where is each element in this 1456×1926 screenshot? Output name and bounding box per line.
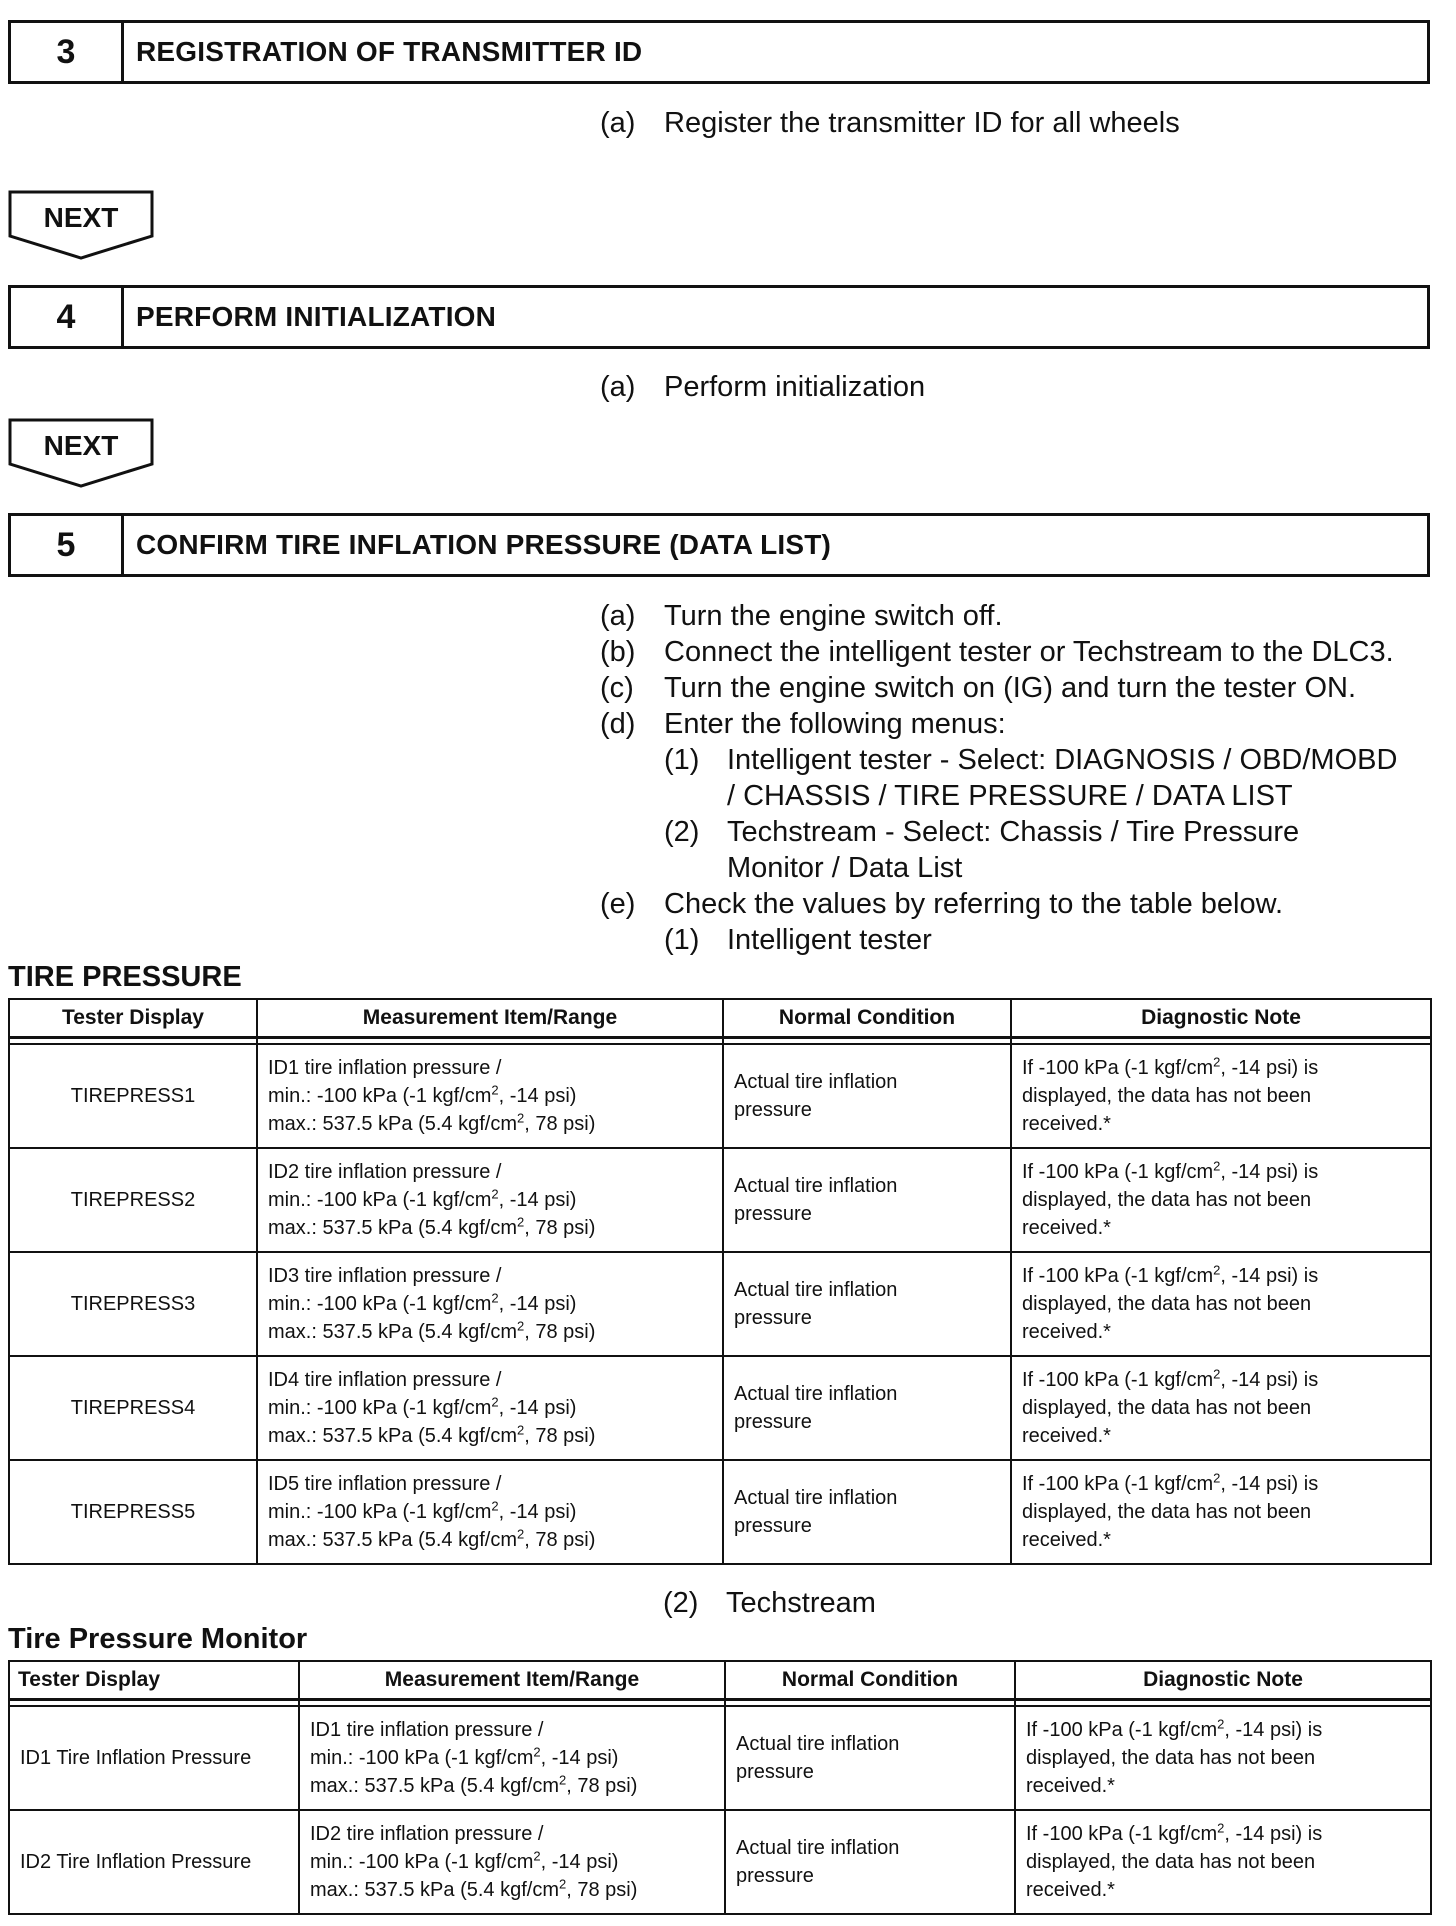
text: , -14 psi) is displayed, the data has not been received.* bbox=[1022, 1369, 1319, 1447]
step-number: 4 bbox=[11, 288, 124, 346]
step-number: 5 bbox=[11, 516, 124, 574]
techstream-subheading bbox=[663, 1585, 876, 1621]
table-row bbox=[9, 1810, 1431, 1914]
text: max.: 537.5 kPa (5.4 kgf/cm bbox=[268, 1529, 517, 1551]
instruction-text: Connect the intelligent tester or Techstream to the DLC3. bbox=[664, 636, 1394, 668]
text: min.: -100 kPa (-1 kgf/cm bbox=[268, 1189, 492, 1211]
text: max.: 537.5 kPa (5.4 kgf/cm bbox=[268, 1217, 517, 1239]
table-title: TIRE PRESSURE bbox=[8, 961, 242, 993]
diagnostic-note-cell bbox=[1011, 1148, 1431, 1252]
text: If -100 kPa (-1 kgf/cm bbox=[1022, 1369, 1214, 1391]
measurement-cell bbox=[299, 1706, 725, 1810]
text: , -14 psi) is displayed, the data has not been received.* bbox=[1022, 1473, 1319, 1551]
diagnostic-note bbox=[1026, 1820, 1366, 1904]
instruction-text: Turn the engine switch off. bbox=[664, 600, 1003, 632]
measurement-item: ID5 tire inflation pressure / bbox=[268, 1473, 502, 1495]
step-5-instructions bbox=[600, 598, 1397, 958]
tester-display: TIREPRESS2 bbox=[70, 1189, 196, 1211]
instruction-label: (a) bbox=[600, 600, 636, 632]
tester-display: TIREPRESS1 bbox=[70, 1085, 196, 1107]
tester-display-cell bbox=[9, 1044, 257, 1148]
table-header-row bbox=[9, 999, 1431, 1038]
superscript: 2 bbox=[559, 1876, 567, 1892]
table-title: Tire Pressure Monitor bbox=[8, 1623, 308, 1655]
column-header: Normal Condition bbox=[725, 1661, 1015, 1700]
measurement-max bbox=[268, 1110, 712, 1138]
step-4-instruction-a bbox=[600, 369, 925, 405]
text: If -100 kPa (-1 kgf/cm bbox=[1022, 1265, 1214, 1287]
tester-display: ID2 Tire Inflation Pressure bbox=[20, 1851, 252, 1873]
tire-pressure-monitor-table bbox=[8, 1660, 1432, 1915]
instruction-label: (c) bbox=[600, 672, 634, 704]
table-header-row bbox=[9, 1661, 1431, 1700]
text: max.: 537.5 kPa (5.4 kgf/cm bbox=[268, 1321, 517, 1343]
table-row bbox=[9, 1148, 1431, 1252]
step-title: PERFORM INITIALIZATION bbox=[136, 301, 497, 332]
superscript: 2 bbox=[1213, 1158, 1221, 1174]
measurement-max bbox=[310, 1772, 714, 1800]
text: , 78 psi) bbox=[566, 1879, 638, 1901]
instruction-label: (e) bbox=[600, 888, 636, 920]
column-header: Diagnostic Note bbox=[1015, 1661, 1431, 1700]
tester-display-cell bbox=[9, 1706, 299, 1810]
normal-condition: Actual tire inflation pressure bbox=[736, 1733, 900, 1783]
diagnostic-note-cell bbox=[1015, 1810, 1431, 1914]
measurement-max bbox=[268, 1214, 712, 1242]
sub-instruction-label: (2) bbox=[663, 1587, 699, 1619]
sub-instruction-text: Intelligent tester - Select: DIAGNOSIS / OBD/MOBD bbox=[727, 744, 1398, 776]
instruction-text: Check the values by referring to the table below. bbox=[664, 888, 1284, 920]
normal-condition: Actual tire inflation pressure bbox=[734, 1071, 898, 1121]
superscript: 2 bbox=[517, 1318, 525, 1334]
instruction-text: Enter the following menus: bbox=[664, 708, 1006, 740]
next-label: NEXT bbox=[43, 430, 119, 461]
normal-condition-cell bbox=[723, 1148, 1011, 1252]
instruction-label: (b) bbox=[600, 636, 636, 668]
tester-display-cell bbox=[9, 1148, 257, 1252]
measurement-max bbox=[310, 1876, 714, 1904]
sub-instruction-text: Intelligent tester bbox=[727, 924, 932, 956]
step-title: REGISTRATION OF TRANSMITTER ID bbox=[136, 36, 643, 67]
normal-condition-cell bbox=[723, 1044, 1011, 1148]
measurement-item: ID2 tire inflation pressure / bbox=[268, 1161, 502, 1183]
normal-condition-cell bbox=[725, 1706, 1015, 1810]
instruction-text: Register the transmitter ID for all wheels bbox=[664, 107, 1180, 139]
text: , -14 psi) bbox=[498, 1397, 577, 1419]
instruction-label: (d) bbox=[600, 708, 636, 740]
tester-display-cell bbox=[9, 1252, 257, 1356]
tester-display-cell bbox=[9, 1460, 257, 1564]
tester-display: TIREPRESS3 bbox=[70, 1293, 196, 1315]
normal-condition-cell bbox=[723, 1460, 1011, 1564]
text: , 78 psi) bbox=[524, 1529, 596, 1551]
measurement-cell bbox=[257, 1460, 723, 1564]
text: If -100 kPa (-1 kgf/cm bbox=[1022, 1473, 1214, 1495]
superscript: 2 bbox=[517, 1214, 525, 1230]
table-row bbox=[9, 1356, 1431, 1460]
measurement-cell bbox=[257, 1252, 723, 1356]
superscript: 2 bbox=[533, 1848, 541, 1864]
text: min.: -100 kPa (-1 kgf/cm bbox=[268, 1397, 492, 1419]
superscript: 2 bbox=[1213, 1054, 1221, 1070]
normal-condition: Actual tire inflation pressure bbox=[734, 1383, 898, 1433]
sub-instruction-label: (2) bbox=[664, 816, 700, 848]
normal-condition: Actual tire inflation pressure bbox=[734, 1487, 898, 1537]
measurement-cell bbox=[257, 1356, 723, 1460]
superscript: 2 bbox=[1213, 1262, 1221, 1278]
superscript: 2 bbox=[491, 1498, 499, 1514]
text: min.: -100 kPa (-1 kgf/cm bbox=[268, 1085, 492, 1107]
instruction-text: Perform initialization bbox=[664, 371, 926, 403]
superscript: 2 bbox=[1213, 1366, 1221, 1382]
step-number: 3 bbox=[11, 23, 124, 81]
superscript: 2 bbox=[491, 1186, 499, 1202]
normal-condition: Actual tire inflation pressure bbox=[736, 1837, 900, 1887]
step-5-header bbox=[8, 513, 1430, 577]
text: , 78 psi) bbox=[524, 1321, 596, 1343]
instruction-text: Turn the engine switch on (IG) and turn the tester ON. bbox=[664, 672, 1357, 704]
diagnostic-note-cell bbox=[1011, 1252, 1431, 1356]
text: min.: -100 kPa (-1 kgf/cm bbox=[268, 1293, 492, 1315]
column-header: Measurement Item/Range bbox=[257, 999, 723, 1038]
measurement-item: ID3 tire inflation pressure / bbox=[268, 1265, 502, 1287]
step-3-instruction-a bbox=[600, 105, 1180, 141]
step-title: CONFIRM TIRE INFLATION PRESSURE (DATA LIST) bbox=[136, 529, 832, 560]
diagnostic-note bbox=[1022, 1470, 1362, 1554]
text: , -14 psi) bbox=[498, 1189, 577, 1211]
measurement-min bbox=[310, 1744, 714, 1772]
superscript: 2 bbox=[491, 1290, 499, 1306]
sub-instruction-text: / CHASSIS / TIRE PRESSURE / DATA LIST bbox=[727, 780, 1293, 812]
column-header: Normal Condition bbox=[723, 999, 1011, 1038]
text: min.: -100 kPa (-1 kgf/cm bbox=[310, 1851, 534, 1873]
tester-display-cell bbox=[9, 1356, 257, 1460]
superscript: 2 bbox=[1213, 1470, 1221, 1486]
tester-display: TIREPRESS4 bbox=[70, 1397, 196, 1419]
measurement-min bbox=[268, 1186, 712, 1214]
measurement-item: ID1 tire inflation pressure / bbox=[310, 1719, 544, 1741]
column-header: Measurement Item/Range bbox=[299, 1661, 725, 1700]
text: , -14 psi) is displayed, the data has not been received.* bbox=[1026, 1719, 1323, 1797]
diagnostic-note bbox=[1022, 1262, 1362, 1346]
table-row bbox=[9, 1460, 1431, 1564]
text: max.: 537.5 kPa (5.4 kgf/cm bbox=[268, 1425, 517, 1447]
text: min.: -100 kPa (-1 kgf/cm bbox=[310, 1747, 534, 1769]
sub-instruction-text: Monitor / Data List bbox=[727, 852, 963, 884]
text: , -14 psi) is displayed, the data has not been received.* bbox=[1022, 1161, 1319, 1239]
text: , -14 psi) bbox=[540, 1851, 619, 1873]
measurement-min bbox=[310, 1848, 714, 1876]
table-row bbox=[9, 1706, 1431, 1810]
text: If -100 kPa (-1 kgf/cm bbox=[1022, 1057, 1214, 1079]
table-row bbox=[9, 1044, 1431, 1148]
diagnostic-note bbox=[1026, 1716, 1366, 1800]
tire-pressure-table bbox=[8, 998, 1432, 1565]
diagnostic-note-cell bbox=[1011, 1460, 1431, 1564]
diagnostic-note-cell bbox=[1011, 1044, 1431, 1148]
normal-condition-cell bbox=[725, 1810, 1015, 1914]
superscript: 2 bbox=[1217, 1716, 1225, 1732]
text: , -14 psi) is displayed, the data has not been received.* bbox=[1022, 1265, 1319, 1343]
diagnostic-note bbox=[1022, 1366, 1362, 1450]
superscript: 2 bbox=[1217, 1820, 1225, 1836]
text: , 78 psi) bbox=[524, 1425, 596, 1447]
measurement-item: ID4 tire inflation pressure / bbox=[268, 1369, 502, 1391]
tester-display-cell bbox=[9, 1810, 299, 1914]
text: , -14 psi) is displayed, the data has not been received.* bbox=[1022, 1057, 1319, 1135]
next-label: NEXT bbox=[43, 202, 119, 233]
measurement-max bbox=[268, 1422, 712, 1450]
normal-condition: Actual tire inflation pressure bbox=[734, 1175, 898, 1225]
superscript: 2 bbox=[559, 1772, 567, 1788]
measurement-item: ID2 tire inflation pressure / bbox=[310, 1823, 544, 1845]
column-header: Tester Display bbox=[9, 1661, 299, 1700]
text: , 78 psi) bbox=[524, 1217, 596, 1239]
measurement-max bbox=[268, 1318, 712, 1346]
superscript: 2 bbox=[517, 1526, 525, 1542]
text: , 78 psi) bbox=[524, 1113, 596, 1135]
sub-instruction-text: Techstream bbox=[726, 1587, 876, 1619]
text: , -14 psi) bbox=[540, 1747, 619, 1769]
column-header: Tester Display bbox=[9, 999, 257, 1038]
measurement-item: ID1 tire inflation pressure / bbox=[268, 1057, 502, 1079]
measurement-cell bbox=[299, 1810, 725, 1914]
next-button[interactable] bbox=[8, 418, 154, 490]
superscript: 2 bbox=[491, 1394, 499, 1410]
next-button[interactable] bbox=[8, 190, 154, 262]
tester-display: TIREPRESS5 bbox=[70, 1501, 196, 1523]
diagnostic-note-cell bbox=[1015, 1706, 1431, 1810]
diagnostic-note-cell bbox=[1011, 1356, 1431, 1460]
normal-condition: Actual tire inflation pressure bbox=[734, 1279, 898, 1329]
sub-instruction-label: (1) bbox=[664, 924, 700, 956]
step-3-header bbox=[8, 20, 1430, 84]
instruction-label: (a) bbox=[600, 107, 636, 139]
text: , -14 psi) bbox=[498, 1293, 577, 1315]
text: min.: -100 kPa (-1 kgf/cm bbox=[268, 1501, 492, 1523]
table-row bbox=[9, 1252, 1431, 1356]
text: , 78 psi) bbox=[566, 1775, 638, 1797]
diagnostic-note bbox=[1022, 1158, 1362, 1242]
measurement-min bbox=[268, 1394, 712, 1422]
column-header: Diagnostic Note bbox=[1011, 999, 1431, 1038]
tester-display: ID1 Tire Inflation Pressure bbox=[20, 1747, 252, 1769]
text: , -14 psi) bbox=[498, 1085, 577, 1107]
measurement-min bbox=[268, 1082, 712, 1110]
superscript: 2 bbox=[517, 1110, 525, 1126]
measurement-min bbox=[268, 1290, 712, 1318]
text: , -14 psi) is displayed, the data has not been received.* bbox=[1026, 1823, 1323, 1901]
text: max.: 537.5 kPa (5.4 kgf/cm bbox=[310, 1775, 559, 1797]
measurement-cell bbox=[257, 1044, 723, 1148]
text: max.: 537.5 kPa (5.4 kgf/cm bbox=[268, 1113, 517, 1135]
measurement-min bbox=[268, 1498, 712, 1526]
text: max.: 537.5 kPa (5.4 kgf/cm bbox=[310, 1879, 559, 1901]
diagnostic-note bbox=[1022, 1054, 1362, 1138]
text: If -100 kPa (-1 kgf/cm bbox=[1026, 1719, 1218, 1741]
sub-instruction-text: Techstream - Select: Chassis / Tire Pressure bbox=[727, 816, 1300, 848]
normal-condition-cell bbox=[723, 1252, 1011, 1356]
superscript: 2 bbox=[491, 1082, 499, 1098]
normal-condition-cell bbox=[723, 1356, 1011, 1460]
step-4-header bbox=[8, 285, 1430, 349]
superscript: 2 bbox=[533, 1744, 541, 1760]
text: , -14 psi) bbox=[498, 1501, 577, 1523]
measurement-max bbox=[268, 1526, 712, 1554]
measurement-cell bbox=[257, 1148, 723, 1252]
superscript: 2 bbox=[517, 1422, 525, 1438]
text: If -100 kPa (-1 kgf/cm bbox=[1022, 1161, 1214, 1183]
sub-instruction-label: (1) bbox=[664, 744, 700, 776]
text: If -100 kPa (-1 kgf/cm bbox=[1026, 1823, 1218, 1845]
instruction-label: (a) bbox=[600, 371, 636, 403]
